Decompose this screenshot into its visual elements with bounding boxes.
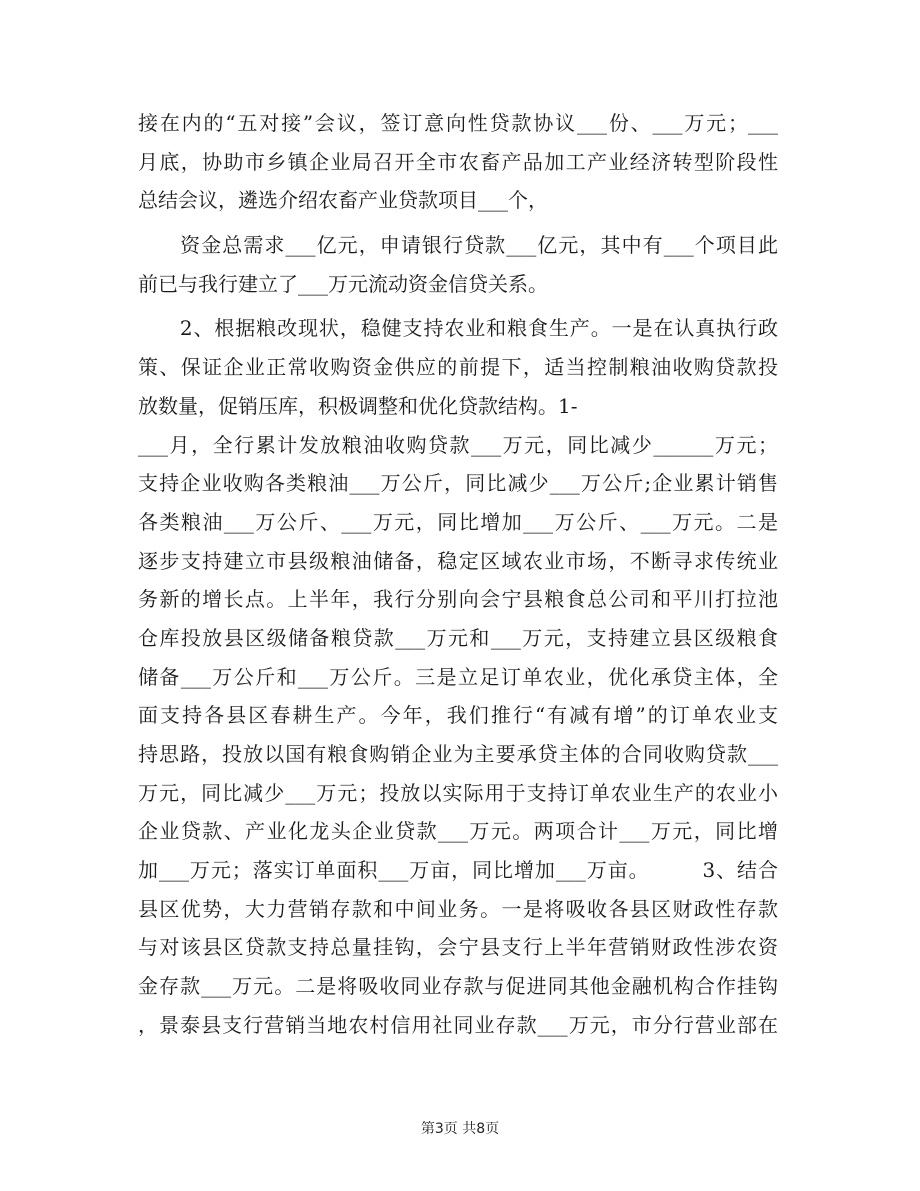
text-line: 持思路，投放以国有粮食购销企业为主要承贷主体的合同收购贷款___ [138,742,778,766]
page-number-footer: 第3页 共8页 [420,1121,500,1137]
text-line: 总结会议，遴选介绍农畜产业贷款项目___个， [138,188,548,213]
text-line: ，景泰县支行营销当地农村信用社同业存款___万元，市分行营业部在 [138,1012,778,1037]
text-line: 各类粮油___万公斤、___万元，同比增加___万公斤、___万元。二是 [138,509,778,534]
text-line: 策、保证企业正常收购资金供应的前提下，适当控制粮油收购贷款投 [138,355,778,380]
text-line: 资金总需求___亿元，申请银行贷款___亿元，其中有___个项目此 [138,233,778,258]
text-line: 接在内的“五对接”会议，签订意向性贷款协议___份、___万元；___ [138,111,778,135]
text-line: 金存款___万元。二是将吸收同业存款与促进同其他金融机构合作挂钩 [138,974,778,999]
text-line: 仓库投放县区级储备粮贷款___万元和___万元，支持建立县区级粮食 [138,625,778,650]
text-line: 面支持各县区春耕生产。今年，我们推行“有减有增”的订单农业支 [138,703,778,728]
text-line: 万元，同比减少___万元；投放以实际用于支持订单农业生产的农业小 [138,780,778,805]
text-line: 企业贷款、产业化龙头企业贷款___万元。两项合计___万元，同比增 [138,819,778,844]
text-line: 储备___万公斤和___万公斤。三是立足订单农业，优化承贷主体，全 [138,664,778,689]
text-line: 务新的增长点。上半年，我行分别向会宁县粮食总公司和平川打拉池 [138,587,778,612]
text-line: 月底，协助市乡镇企业局召开全市农畜产品加工产业经济转型阶段性 [138,149,778,174]
text-line: 2、根据粮改现状，稳健支持农业和粮食生产。一是在认真执行政 [138,316,778,341]
text-line: 放数量，促销压库，积极调整和优化贷款结构。1- [138,393,578,418]
text-line: 支持企业收购各类粮油___万公斤，同比减少___万公斤;企业累计销售 [138,471,778,496]
text-line: 加___万元；落实订单面积___万亩，同比增加___万亩。 3、结合 [138,858,778,883]
text-line: 逐步支持建立市县级粮油储备，稳定区域农业市场，不断寻求传统业 [138,548,778,573]
text-line: ___月，全行累计发放粮油收购贷款___万元，同比减少______万元； [138,432,778,457]
text-line: 与对该县区贷款支持总量挂钩，会宁县支行上半年营销财政性涉农资 [138,935,778,960]
text-line: 前已与我行建立了___万元流动资金信贷关系。 [138,271,548,296]
text-line: 县区优势，大力营销存款和中间业务。一是将吸收各县区财政性存款 [138,896,778,921]
document-body [138,104,778,1045]
